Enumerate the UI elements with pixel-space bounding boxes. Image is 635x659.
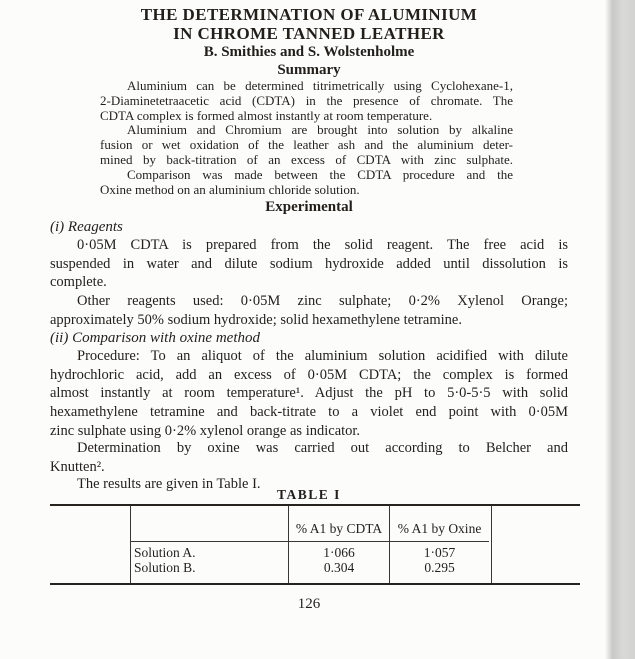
body-text-line: zinc sulphate using 0·2% xylenol orange as indicator. bbox=[50, 422, 361, 439]
reagents-paragraph bbox=[50, 236, 568, 292]
experimental-heading: Experimental bbox=[265, 199, 353, 215]
table-oxine-values bbox=[389, 542, 489, 583]
summary-text-line: Oxine method on an aluminium chloride solution. bbox=[100, 181, 360, 197]
summary-text-line: Aluminium and Chromium are brought into solution by alkaline bbox=[127, 122, 513, 138]
page-number: 126 bbox=[297, 596, 321, 612]
summary-text-line: Comparison was made between the CDTA procedure and the bbox=[127, 166, 513, 182]
summary-section bbox=[100, 79, 513, 197]
table-frame bbox=[130, 506, 492, 583]
table-row-labels bbox=[131, 542, 288, 583]
body-text-line: hexamethylene tetramine and back-titrate to a violet end point with 0·05M bbox=[50, 404, 568, 421]
table-cell-value: 1·057 bbox=[423, 545, 456, 560]
body-text-line: hydrochloric acid, add an excess of 0·05M CDTA; the complex is formed bbox=[50, 366, 568, 383]
body-text-line: Determination by oxine was carried out according to Belcher and bbox=[77, 440, 568, 456]
table-cell-value: 1·066 bbox=[323, 545, 355, 560]
subsection-ii-comparison: (ii) Comparison with oxine method bbox=[50, 330, 260, 346]
summary-heading: Summary bbox=[277, 62, 341, 78]
body-text-line: Other reagents used: 0·05M zinc sulphate; 0·2% Xylenol Orange; bbox=[77, 293, 568, 309]
table-row-label: Solution B. bbox=[134, 559, 196, 575]
paper-title-line-1: THE DETERMINATION OF ALUMINIUM bbox=[140, 5, 478, 24]
body-text-line: suspended in water and dilute sodium hydroxide added until dissolution is bbox=[50, 255, 568, 272]
table-bottom-rule bbox=[50, 583, 580, 585]
body-text-line: complete. bbox=[50, 274, 107, 291]
subsection-i-reagents: (i) Reagents bbox=[50, 219, 123, 235]
table-cell-value: 0.295 bbox=[424, 559, 455, 575]
results-table bbox=[50, 504, 580, 586]
body-text-line: almost instantly at room temperature¹. Adjust the pH to 5·0-5·5 with solid bbox=[50, 385, 568, 402]
table-cdta-values bbox=[288, 542, 389, 583]
table-header-empty-cell bbox=[131, 506, 288, 542]
body-text-line: 0·05M CDTA is prepared from the solid reagent. The free acid is bbox=[77, 237, 568, 253]
body-text-line: Procedure: To an aliquot of the aluminium solution acidified with dilute bbox=[77, 348, 568, 364]
body-text-line: approximately 50% sodium hydroxide; solid hexamethylene tetramine. bbox=[50, 311, 462, 328]
table-header-oxine: % A1 by Oxine bbox=[389, 506, 489, 542]
summary-text-line: 2-Diaminetetraacetic acid (CDTA) in the presence of chromate. The bbox=[100, 92, 513, 108]
procedure-paragraph bbox=[50, 347, 568, 441]
body-text-line: The results are given in Table I. bbox=[77, 476, 261, 492]
table-cell-value: 0.304 bbox=[323, 559, 355, 575]
table-header-cdta: % A1 by CDTA bbox=[288, 506, 389, 542]
summary-text-line: fusion or wet oxidation of the leather ash and the aluminium deter- bbox=[100, 137, 513, 153]
table-row-label: Solution A. bbox=[134, 545, 196, 560]
summary-text-line: mined by back-titration of an excess of CDTA with zinc sulphate. bbox=[100, 151, 513, 167]
oxine-determination-paragraph bbox=[50, 439, 568, 476]
summary-text-line: Aluminium can be determined titrimetrically using Cyclohexane-1, bbox=[127, 78, 513, 93]
paper-authors: B. Smithies and S. Wolstenholme bbox=[203, 44, 415, 60]
paper-title-line-2: IN CHROME TANNED LEATHER bbox=[173, 24, 445, 43]
body-text-line: Knutten². bbox=[50, 458, 105, 475]
other-reagents-paragraph bbox=[50, 292, 568, 329]
table-heading: TABLE I bbox=[277, 487, 341, 502]
summary-text-line: CDTA complex is formed almost instantly at room temperature. bbox=[100, 107, 433, 123]
scan-edge-shadow bbox=[605, 0, 635, 659]
header-block bbox=[50, 5, 568, 79]
